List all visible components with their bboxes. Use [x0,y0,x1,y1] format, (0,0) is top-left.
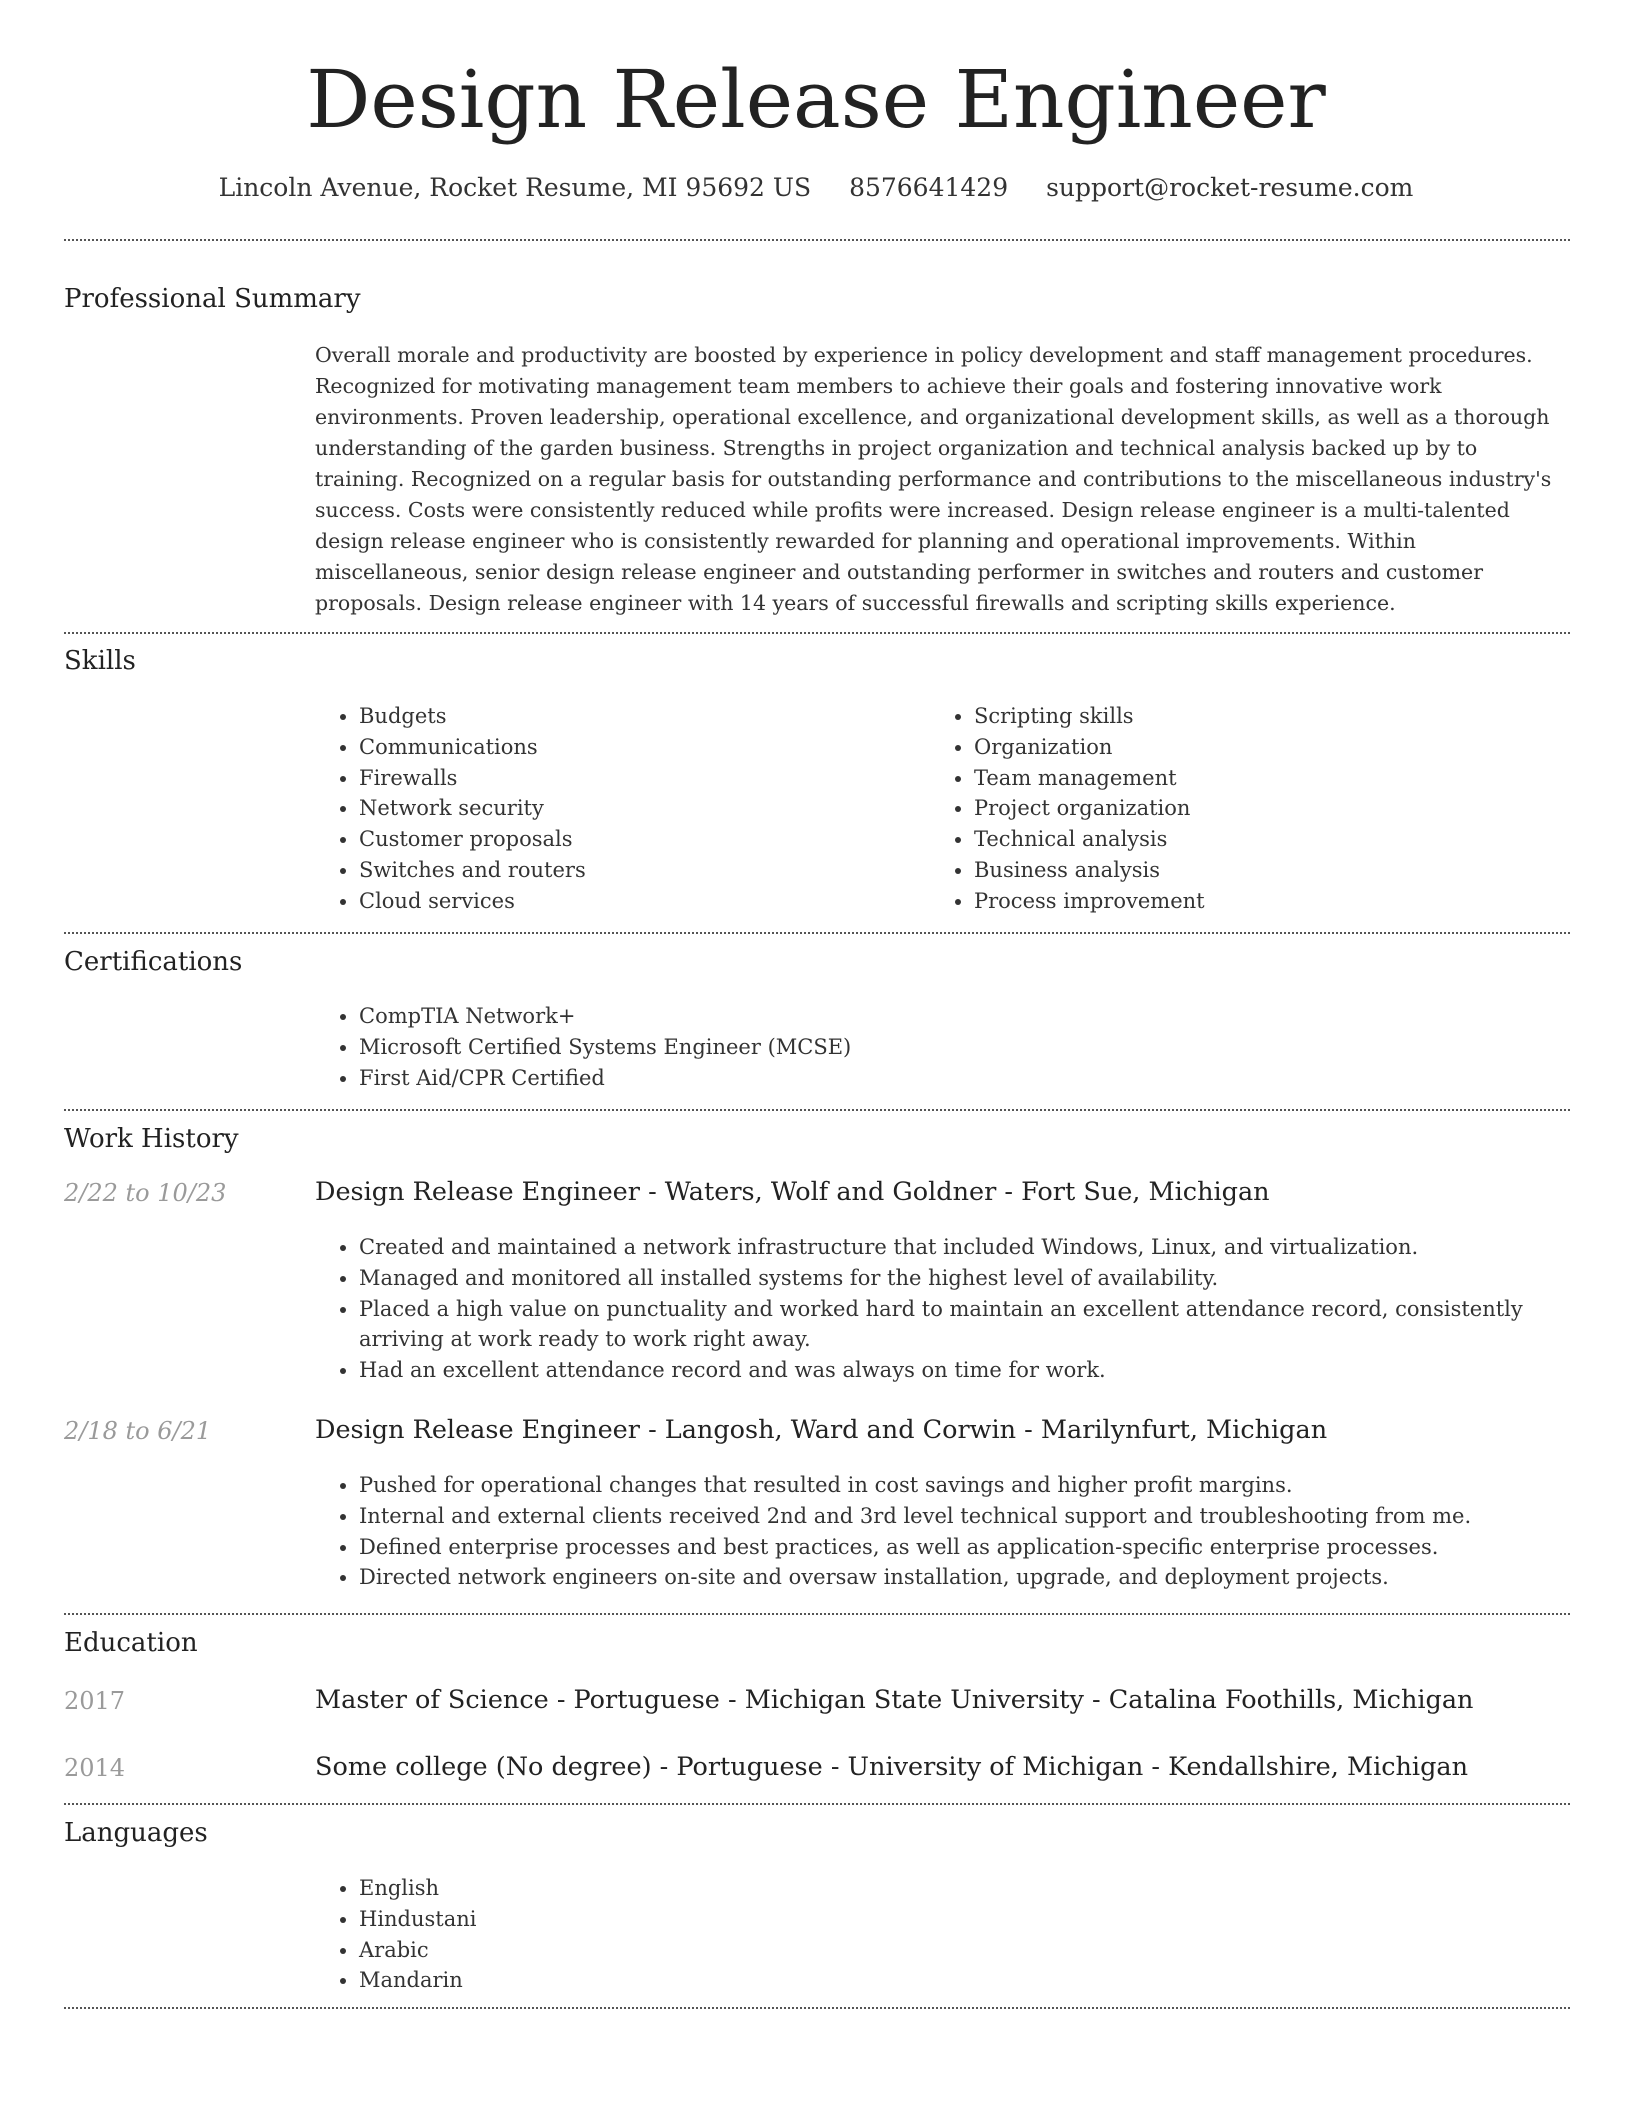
list-item: • English [359,1873,959,1904]
list-item: • Switches and routers [359,855,919,886]
list-item: • Microsoft Certified Systems Engineer (MCSE) [359,1032,1559,1063]
education-year: 2014 [64,1754,126,1782]
list-item: • CompTIA Network+ [359,1001,1559,1032]
summary-heading: Professional Summary [64,284,361,314]
job-dates: 2/22 to 10/23 [64,1179,227,1207]
certifications-heading: Certifications [64,947,243,977]
list-item: • Firewalls [359,763,919,794]
skills-heading: Skills [64,646,136,676]
list-item: • Communications [359,732,919,763]
list-item: • Scripting skills [974,701,1574,732]
section-divider [64,239,1570,241]
list-item: • Arabic [359,1935,959,1966]
section-divider [64,1613,1570,1615]
certifications-list [315,1001,1559,1093]
education-entry: Master of Science - Portuguese - Michigan State University - Catalina Foothills, Michigan [315,1685,1474,1715]
section-divider [64,2007,1570,2009]
section-divider [64,932,1570,934]
contact-address: Lincoln Avenue, Rocket Resume, MI 95692 US [218,173,812,202]
contact-email: support@rocket-resume.com [1046,173,1414,202]
list-item: • Pushed for operational changes that resulted in cost savings and higher profit margins. [359,1470,1599,1501]
contact-line [0,172,1632,204]
list-item: • Organization [974,732,1574,763]
list-item: • Directed network engineers on-site and oversaw installation, upgrade, and deployment projects. [359,1562,1599,1593]
list-item: • Placed a high value on punctuality and worked hard to maintain an excellent attendance record, consistently arriving at work ready to work right away. [359,1294,1599,1356]
list-item: • Process improvement [974,886,1574,917]
list-item: • Hindustani [359,1904,959,1935]
list-item: • Technical analysis [974,824,1574,855]
list-item: • Defined enterprise processes and best practices, as well as application-specific enterprise processes. [359,1532,1599,1563]
list-item: • Budgets [359,701,919,732]
list-item: • Mandarin [359,1965,959,1996]
job-title: Design Release Engineer - Langosh, Ward and Corwin - Marilynfurt, Michigan [315,1415,1328,1445]
job-dates: 2/18 to 6/21 [64,1417,212,1445]
job-bullets [315,1232,1599,1386]
list-item: • Project organization [974,793,1574,824]
list-item: • Customer proposals [359,824,919,855]
skills-list-right [930,701,1574,917]
education-year: 2017 [64,1687,126,1715]
list-item: • Created and maintained a network infrastructure that included Windows, Linux, and virtualization. [359,1232,1599,1263]
contact-phone: 8576641429 [849,173,1009,202]
resume-header [0,0,1632,204]
languages-heading: Languages [64,1818,208,1848]
candidate-name: Design Release Engineer [306,53,1326,146]
job-bullets [315,1470,1599,1593]
education-heading: Education [64,1628,198,1658]
skills-list-left [315,701,919,917]
list-item: • Network security [359,793,919,824]
list-item: • Managed and monitored all installed systems for the highest level of availability. [359,1263,1599,1294]
work-history-heading: Work History [64,1124,239,1154]
list-item: • First Aid/CPR Certified [359,1063,1559,1094]
summary-text: Overall morale and productivity are boosted by experience in policy development and staff management procedures. Recognized for motivating management team members to achieve their goals and fostering innovative work environments. Proven leadership, operational excellence, and organizational development skills, as well as a thorough understanding of the garden business. Strengths in project organization and technical analysis backed up by to training. Recognized on a regular basis for outstanding performance and contributions to the miscellaneous industry's success. Costs were consistently reduced while profits were increased. Design release engineer is a multi-talented design release engineer who is consistently rewarded for planning and operational improvements. Within miscellaneous, senior design release engineer and outstanding performer in switches and routers and customer proposals. Design release engineer with 14 years of successful firewalls and scripting skills experience. [315,343,1552,615]
section-divider [64,1803,1570,1805]
education-entry: Some college (No degree) - Portuguese - University of Michigan - Kendallshire, Michigan [315,1752,1469,1782]
list-item: • Had an excellent attendance record and was always on time for work. [359,1355,1599,1386]
languages-list [315,1873,959,1996]
job-title: Design Release Engineer - Waters, Wolf and Goldner - Fort Sue, Michigan [315,1177,1270,1207]
section-divider [64,632,1570,634]
list-item: • Team management [974,763,1574,794]
list-item: • Internal and external clients received 2nd and 3rd level technical support and troubleshooting from me. [359,1501,1599,1532]
section-divider [64,1109,1570,1111]
list-item: • Business analysis [974,855,1574,886]
list-item: • Cloud services [359,886,919,917]
